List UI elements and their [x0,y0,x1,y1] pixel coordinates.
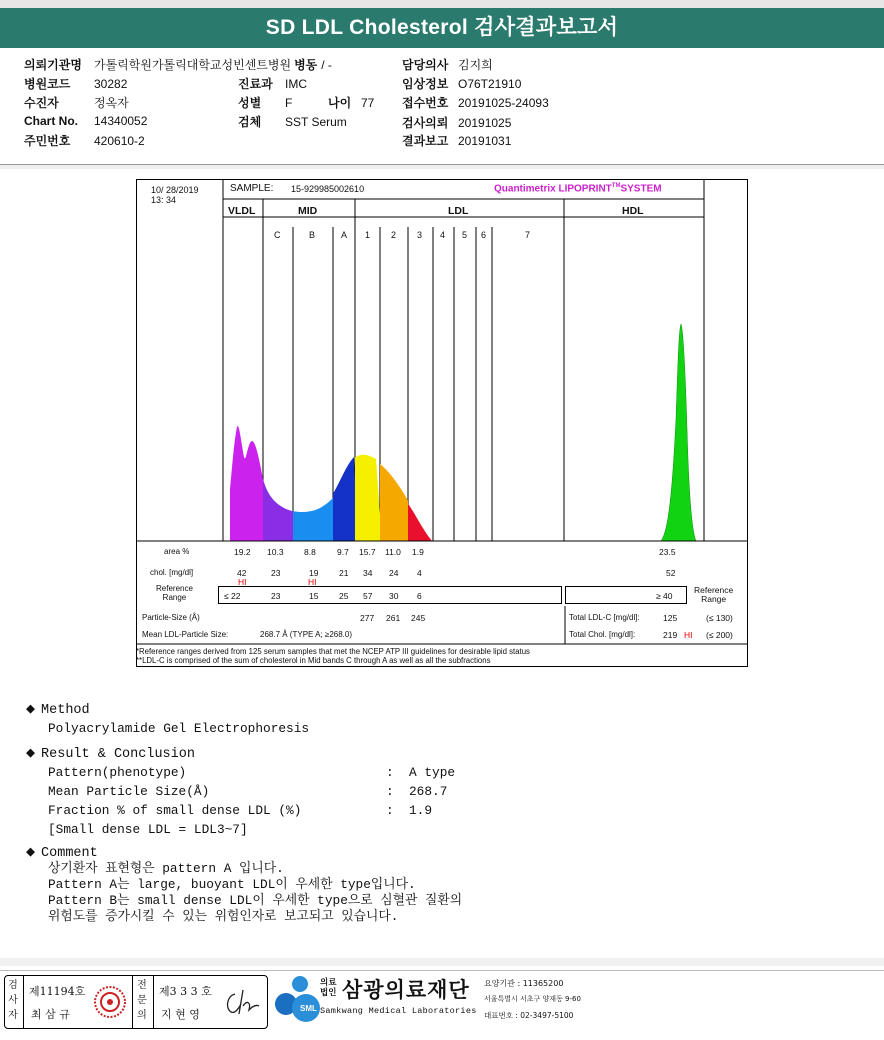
row-label-ref: Reference Range [156,584,193,602]
chol-value: 21 [339,568,349,578]
institution-label: 의뢰기관명 [24,58,82,72]
result-date-value: 20191031 [458,134,512,148]
footnote-2: **LDL-C is comprised of the sum of cholesterol in Mid bands C through A as well as all the subfractions [136,656,491,665]
col-divider [132,976,133,1028]
sub-band-6: 6 [481,230,487,240]
row-label-chol: chol. [mg/dl] [150,568,194,577]
name-value: 정옥자 [94,96,129,110]
sex-label: 성별 [238,96,262,110]
col-divider [153,976,154,1028]
ref-value: ≤ 22 [224,591,241,601]
band-ldl: LDL [448,205,469,217]
comment-line: Pattern A는 large, buoyant LDL이 우세한 type입니다. [48,877,416,892]
divider-band [0,165,884,169]
specialist-no: 제3 3 3 호 [159,985,212,998]
comment-line: 상기환자 표현형은 pattern A 입니다. [48,861,284,876]
report-time: 13: 34 [151,195,177,205]
psize-value: 245 [411,613,426,623]
area-value: 1.9 [412,547,424,557]
comment-line: Pattern B는 small dense LDL이 우세한 type으로 심혈관 질환의 [48,893,463,908]
method-title: Method [41,703,90,718]
diamond-icon: ◆ [26,701,36,718]
brand-suffix: SYSTEM [620,183,662,195]
id-label: 주민번호 [24,134,71,148]
examiner-name: 최 삼 규 [31,1008,70,1021]
result-row-value: 268.7 [409,784,448,799]
org-phone: 대표번호 : 02-3497-5100 [484,1011,574,1020]
chol-value: 19 [309,568,319,578]
sub-band-3: 3 [417,230,423,240]
psize-value: 277 [360,613,375,623]
doctor-label: 담당의사 [402,58,449,72]
chol-value: 42 [237,568,247,578]
area-value: 23.5 [659,547,676,557]
chart-label: Chart No. [24,114,78,128]
mid-a-peak [331,457,358,541]
band-mid: MID [298,205,318,217]
comment-title: Comment [41,846,98,861]
logo-text: SML [300,1004,317,1013]
total-chol-flag: HI [684,630,693,640]
method-text: Polyacrylamide Gel Electrophoresis [48,721,310,736]
report-date: 10/ 28/2019 [151,185,199,195]
total-chol-value: 219 [663,630,678,640]
result-row-value: 1.9 [409,803,433,818]
ref-value: 57 [363,591,373,601]
method-heading [26,699,90,718]
examiner-label: 검사자 [8,980,18,1021]
result-note: [Small dense LDL = LDL3~7] [48,822,248,837]
row-label-mean: Mean LDL-Particle Size: [142,630,229,639]
ldl1-peak [351,455,382,541]
hdl-peak [661,324,696,541]
sub-band-2: 2 [391,230,397,240]
ref-value: 6 [417,591,422,601]
area-value: 8.8 [304,547,316,557]
row-label-psize: Particle-Size (Å) [142,613,200,622]
dept-value: IMC [285,77,307,91]
org-code: 요양기관 : 11365200 [484,979,564,988]
ref-value: ≥ 40 [656,591,673,601]
examiner-no: 제11194호 [29,985,86,998]
ref-value: 30 [389,591,399,601]
sub-band-b: B [309,230,316,240]
doctor-value: 김지희 [458,58,493,72]
institution-value: 가톨릭학원가톨릭대학교성빈센트병원 [94,58,292,72]
code-value: 30282 [94,77,128,91]
lipoprint-report [136,179,748,667]
total-chol-label: Total Chol. [mg/dl]: [569,630,636,639]
brand-name [494,183,662,194]
result-heading [26,743,195,762]
comment-heading [26,842,98,861]
brand-label: Quantimetrix LIPOPRINT [494,183,612,195]
col-divider [23,976,24,1028]
specimen-value: SST Serum [285,115,347,129]
ward-value: / - [321,58,332,72]
result-date-label: 결과보고 [402,134,449,148]
sub-band-c: C [274,230,281,240]
specimen-label: 검체 [238,115,262,129]
result-row-label: Pattern(phenotype) [48,765,187,780]
dept-label: 진료과 [238,77,273,91]
result-row-label: Fraction % of small dense LDL (%) [48,803,302,818]
result-row-sep: : [386,784,394,799]
area-value: 9.7 [337,547,349,557]
chol-value: 34 [363,568,373,578]
result-title: Result & Conclusion [41,747,195,762]
chol-value: 24 [389,568,399,578]
comment-line: 위험도를 증가시킬 수 있는 위험인자로 보고되고 있습니다. [48,909,399,924]
band-vldl: VLDL [228,205,256,217]
receipt-value: 20191025-24093 [458,96,549,110]
receipt-label: 접수번호 [402,96,449,110]
request-value: 20191025 [458,116,512,130]
result-row-label: Mean Particle Size(Å) [48,784,210,799]
id-value: 420610-2 [94,134,145,148]
sub-band-1: 1 [365,230,371,240]
area-value: 15.7 [359,547,376,557]
result-row-value: A type [409,765,456,780]
total-ldl-value: 125 [663,613,678,623]
specialist-name: 지 현 영 [161,1008,200,1021]
ref-value: 15 [309,591,319,601]
name-label: 수진자 [24,96,59,110]
footer-band [0,958,884,966]
diamond-icon: ◆ [26,745,36,762]
clinical-value: O76T21910 [458,77,522,91]
sub-band-7: 7 [525,230,531,240]
row-label-area: area % [164,547,190,556]
mean-value: 268.7 Å (TYPE A; ≥268.0) [260,630,352,639]
result-row-sep: : [386,803,394,818]
request-label: 검사의뢰 [402,116,449,130]
total-chol-ref: (≤ 200) [706,630,733,640]
ldl3-peak [406,501,432,541]
sample-value: 15-929985002610 [291,184,365,194]
sub-band-a: A [341,230,348,240]
org-address: 서울특별시 서초구 양재동 9-60 [484,995,581,1003]
sub-band-4: 4 [440,230,446,240]
chart-value: 14340052 [94,114,148,128]
vldl-peak [230,426,268,541]
code-label: 병원코드 [24,77,71,91]
sub-band-5: 5 [462,230,468,240]
chol-value: 23 [271,568,281,578]
ref-right-label: Reference Range [694,585,734,604]
org-english: Samkwang Medical Laboratories [320,1006,477,1016]
seal-stamp-icon [93,985,127,1019]
sex-value: F [285,96,293,110]
area-value: 10.3 [267,547,284,557]
brand-tm: TM [611,183,621,189]
age-label: 나이 [328,96,352,110]
sml-logo-icon [272,974,324,1030]
hi-flag: HI [238,577,247,587]
band-hdl: HDL [622,205,644,217]
ref-value: 23 [271,591,281,601]
page-title: SD LDL Cholesterol 검사결과보고서 [0,8,884,48]
result-row-sep: : [386,765,394,780]
clinical-label: 임상정보 [402,77,449,91]
total-ldl-ref: (≤ 130) [706,613,733,623]
diamond-icon: ◆ [26,844,36,861]
age-value: 77 [361,96,375,110]
ldl2-peak [376,461,410,541]
area-value: 19.2 [234,547,251,557]
footer [0,966,884,1040]
ward-label: 병동 [294,58,318,72]
org-name: 삼광의료재단 [342,978,470,1002]
psize-value: 261 [386,613,401,623]
sample-label: SAMPLE: [230,183,274,194]
footnote-1: *Reference ranges derived from 125 serum samples that met the NCEP ATP III guidelines for desirable lipid status [136,647,530,656]
chol-value: 4 [417,568,422,578]
specialist-label: 전문의 [137,980,147,1021]
ref-value: 25 [339,591,349,601]
chol-value: 52 [666,568,676,578]
top-band [0,0,884,8]
org-small-label: 의료 법인 [320,978,337,998]
signature-icon [221,986,263,1020]
area-value: 11.0 [385,547,401,557]
signature-box [4,975,268,1029]
total-ldl-label: Total LDL-C [mg/dl]: [569,613,640,622]
hi-flag: HI [308,577,317,587]
